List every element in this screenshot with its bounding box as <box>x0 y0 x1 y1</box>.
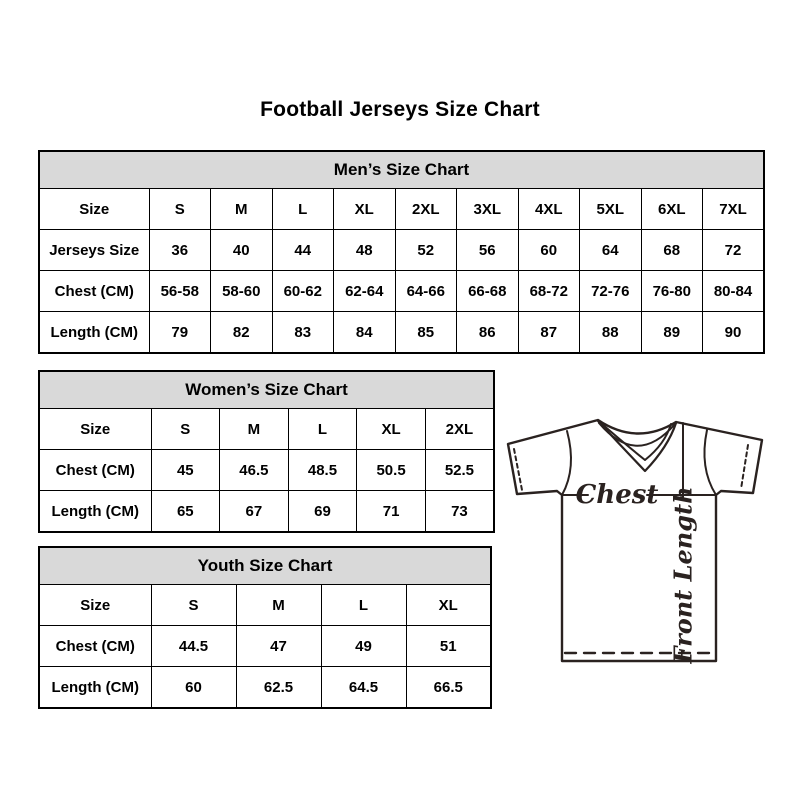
mens-row-header: Size <box>39 189 149 230</box>
youth-table-cell: 62.5 <box>236 667 321 709</box>
mens-table-cell: 68-72 <box>518 271 580 312</box>
mens-table-cell: 62-64 <box>334 271 396 312</box>
womens-table-row <box>39 450 494 491</box>
mens-table-cell: 64 <box>580 230 642 271</box>
mens-table-cell: 64-66 <box>395 271 457 312</box>
mens-table-cell: 72 <box>703 230 765 271</box>
womens-table-cell: 69 <box>288 491 357 533</box>
mens-table-cell: 40 <box>211 230 273 271</box>
page-title: Football Jerseys Size Chart <box>260 98 540 121</box>
mens-table-cell: 58-60 <box>211 271 273 312</box>
mens-table-cell: 60 <box>518 230 580 271</box>
mens-table-cell: 88 <box>580 312 642 354</box>
womens-size-table-grid <box>38 370 495 533</box>
mens-table-cell: 7XL <box>703 189 765 230</box>
mens-table-row <box>39 230 764 271</box>
mens-table-cell: 44 <box>272 230 334 271</box>
womens-table-cell: 48.5 <box>288 450 357 491</box>
jersey-measurement-diagram <box>500 413 775 673</box>
chest-label: Chest <box>575 480 659 510</box>
mens-table-cell: 3XL <box>457 189 519 230</box>
youth-table-cell: 64.5 <box>321 667 406 709</box>
left-armhole-seam <box>562 431 571 495</box>
youth-table-cell: L <box>321 585 406 626</box>
mens-table-cell: 86 <box>457 312 519 354</box>
youth-table-cell: 66.5 <box>406 667 491 709</box>
mens-row-header: Length (CM) <box>39 312 149 354</box>
mens-table-row <box>39 312 764 354</box>
youth-table-row <box>39 667 491 709</box>
womens-table-cell: 46.5 <box>220 450 289 491</box>
mens-table-cell: 66-68 <box>457 271 519 312</box>
womens-table-cell: 52.5 <box>425 450 494 491</box>
womens-table-cell: 71 <box>357 491 426 533</box>
womens-table-cell: 65 <box>151 491 220 533</box>
mens-row-header: Chest (CM) <box>39 271 149 312</box>
mens-table-cell: S <box>149 189 211 230</box>
youth-table-cell: S <box>151 585 236 626</box>
mens-table-cell: M <box>211 189 273 230</box>
mens-table-cell: 5XL <box>580 189 642 230</box>
womens-table-cell: 67 <box>220 491 289 533</box>
womens-table-cell: 45 <box>151 450 220 491</box>
mens-table-cell: 80-84 <box>703 271 765 312</box>
mens-table-cell: 60-62 <box>272 271 334 312</box>
front-length-label: Front Length <box>668 486 698 664</box>
mens-size-table <box>38 150 765 354</box>
mens-size-table-grid <box>38 150 765 354</box>
jersey-outline <box>508 420 762 661</box>
womens-row-header: Length (CM) <box>39 491 151 533</box>
womens-table-cell: 2XL <box>425 409 494 450</box>
womens-row-header: Size <box>39 409 151 450</box>
mens-table-cell: 84 <box>334 312 396 354</box>
mens-table-cell: 76-80 <box>641 271 703 312</box>
youth-table-cell: XL <box>406 585 491 626</box>
mens-table-cell: 68 <box>641 230 703 271</box>
mens-table-cell: 72-76 <box>580 271 642 312</box>
youth-size-table-grid <box>38 546 492 709</box>
mens-table-cell: 79 <box>149 312 211 354</box>
womens-size-table <box>38 370 495 533</box>
youth-row-header: Chest (CM) <box>39 626 151 667</box>
right-armhole-seam <box>704 430 716 495</box>
mens-table-cell: 48 <box>334 230 396 271</box>
womens-table-cell: S <box>151 409 220 450</box>
mens-table-cell: 87 <box>518 312 580 354</box>
womens-table-row <box>39 409 494 450</box>
mens-table-cell: L <box>272 189 334 230</box>
right-cuff-dashed-line <box>741 445 748 489</box>
mens-table-cell: 85 <box>395 312 457 354</box>
mens-table-cell: 56 <box>457 230 519 271</box>
womens-table-cell: 50.5 <box>357 450 426 491</box>
mens-table-cell: 52 <box>395 230 457 271</box>
mens-table-row <box>39 189 764 230</box>
youth-size-chart-title: Youth Size Chart <box>39 547 491 585</box>
mens-row-header: Jerseys Size <box>39 230 149 271</box>
youth-table-cell: 51 <box>406 626 491 667</box>
mens-table-cell: 82 <box>211 312 273 354</box>
youth-table-cell: 49 <box>321 626 406 667</box>
mens-table-cell: 56-58 <box>149 271 211 312</box>
front-length-label-group <box>669 486 698 664</box>
womens-table-cell: L <box>288 409 357 450</box>
youth-table-row <box>39 626 491 667</box>
womens-table-cell: 73 <box>425 491 494 533</box>
youth-table-cell: 47 <box>236 626 321 667</box>
youth-table-cell: 44.5 <box>151 626 236 667</box>
jersey-diagram-svg <box>500 413 775 673</box>
mens-table-cell: 4XL <box>518 189 580 230</box>
youth-table-cell: 60 <box>151 667 236 709</box>
mens-table-row <box>39 271 764 312</box>
womens-table-row <box>39 491 494 533</box>
youth-table-row <box>39 585 491 626</box>
mens-table-cell: XL <box>334 189 396 230</box>
mens-table-cell: 83 <box>272 312 334 354</box>
mens-table-cell: 36 <box>149 230 211 271</box>
mens-table-cell: 90 <box>703 312 765 354</box>
womens-table-cell: M <box>220 409 289 450</box>
mens-table-cell: 6XL <box>641 189 703 230</box>
mens-size-chart-title: Men’s Size Chart <box>39 151 764 189</box>
mens-table-cell: 2XL <box>395 189 457 230</box>
womens-size-chart-title: Women’s Size Chart <box>39 371 494 409</box>
youth-size-table <box>38 546 492 709</box>
youth-row-header: Size <box>39 585 151 626</box>
youth-row-header: Length (CM) <box>39 667 151 709</box>
youth-table-cell: M <box>236 585 321 626</box>
mens-table-cell: 89 <box>641 312 703 354</box>
womens-table-cell: XL <box>357 409 426 450</box>
womens-row-header: Chest (CM) <box>39 450 151 491</box>
